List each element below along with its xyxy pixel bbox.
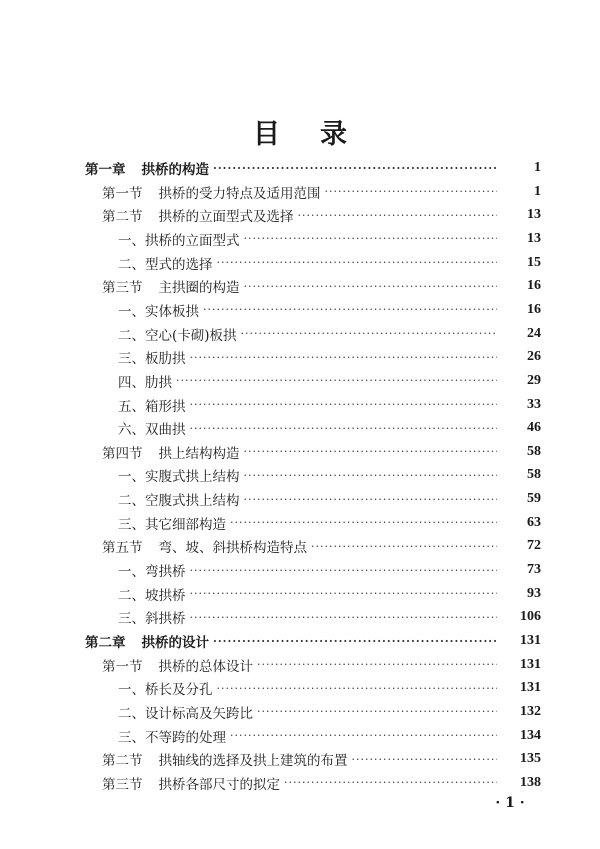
toc-entry-number: 第一节 bbox=[102, 658, 143, 675]
toc-entry[interactable] bbox=[102, 275, 541, 297]
toc-entry[interactable] bbox=[118, 488, 541, 510]
dot-leader bbox=[230, 729, 497, 742]
toc-entry-page: 58 bbox=[527, 443, 541, 459]
toc-entry-title: 三、斜拱桥 bbox=[118, 611, 186, 628]
toc-entry-label bbox=[118, 465, 240, 485]
toc-entry-page: 131 bbox=[520, 656, 541, 672]
toc-entry-label bbox=[118, 489, 240, 509]
toc-entry[interactable] bbox=[102, 441, 541, 463]
toc-entry-title: 弯、坡、斜拱桥构造特点 bbox=[158, 540, 307, 557]
toc-entry-title: 二、空腹式拱上结构 bbox=[118, 493, 240, 510]
toc-entry-label bbox=[118, 513, 226, 533]
toc-entry[interactable] bbox=[85, 157, 541, 179]
toc-entry-number: 第四节 bbox=[102, 445, 143, 462]
toc-entry-page: 135 bbox=[520, 751, 541, 767]
toc-entry[interactable] bbox=[118, 701, 541, 723]
toc-entry-title: 四、肋拱 bbox=[118, 374, 172, 391]
toc-entry-title: 拱桥的构造 bbox=[141, 162, 209, 178]
dot-leader bbox=[217, 256, 498, 269]
toc-entry-number: 第二节 bbox=[102, 209, 143, 226]
dot-leader bbox=[244, 232, 498, 245]
toc-entry[interactable] bbox=[85, 630, 541, 652]
toc-entry[interactable] bbox=[102, 204, 541, 226]
toc-entry-label bbox=[85, 158, 209, 178]
toc-entry[interactable] bbox=[118, 464, 541, 486]
toc-entry[interactable] bbox=[102, 748, 541, 770]
toc-entry-title: 一、弯拱桥 bbox=[118, 564, 186, 581]
toc-entry-label bbox=[118, 678, 213, 698]
toc-entry-title: 二、坡拱桥 bbox=[118, 587, 186, 604]
toc-entry-label bbox=[118, 607, 186, 627]
toc-entry-page: 72 bbox=[527, 538, 541, 554]
toc-entry-title: 二、型式的选择 bbox=[118, 256, 213, 273]
dot-leader bbox=[217, 682, 498, 695]
toc-entry-page: 1 bbox=[534, 183, 541, 199]
dot-leader bbox=[230, 516, 497, 529]
dot-leader bbox=[257, 705, 497, 718]
dot-leader bbox=[190, 611, 498, 624]
toc-entry[interactable] bbox=[118, 606, 541, 628]
dot-leader bbox=[190, 351, 498, 364]
dot-leader bbox=[352, 753, 498, 766]
toc-entry-label bbox=[102, 182, 321, 202]
dot-leader bbox=[244, 469, 498, 482]
toc-entry-number: 第五节 bbox=[102, 540, 143, 557]
toc-entry-page: 106 bbox=[520, 609, 541, 625]
toc-entry-title: 三、不等跨的处理 bbox=[118, 729, 226, 746]
toc-entry[interactable] bbox=[102, 654, 541, 676]
toc-entry[interactable] bbox=[118, 583, 541, 605]
toc-entry-page: 33 bbox=[527, 396, 541, 412]
toc-entry-label bbox=[118, 371, 172, 391]
toc-entry-page: 93 bbox=[527, 585, 541, 601]
toc-entry-title: 拱桥的立面型式及选择 bbox=[158, 209, 294, 226]
toc-entry-number: 第二章 bbox=[85, 635, 126, 651]
toc-entry[interactable] bbox=[118, 394, 541, 416]
toc-entry-label bbox=[118, 726, 226, 746]
toc-entry-page: 131 bbox=[520, 680, 541, 696]
toc-entry[interactable] bbox=[118, 370, 541, 392]
toc-entry-number: 第三节 bbox=[102, 280, 143, 297]
toc-entry[interactable] bbox=[118, 252, 541, 274]
toc-entry-label bbox=[118, 418, 186, 438]
toc-entry-title: 二、设计标高及矢跨比 bbox=[118, 705, 253, 722]
toc-entry-page: 16 bbox=[527, 301, 541, 317]
dot-leader bbox=[190, 422, 498, 435]
page-title: 目录 bbox=[253, 119, 387, 150]
dot-leader bbox=[257, 658, 497, 671]
toc-entry-page: 134 bbox=[520, 727, 541, 743]
toc-entry[interactable] bbox=[118, 677, 541, 699]
toc-entry-title: 三、板肋拱 bbox=[118, 351, 186, 368]
toc-entry-title: 拱轴线的选择及拱上建筑的布置 bbox=[158, 753, 348, 770]
toc-entry-label bbox=[118, 560, 186, 580]
toc-entry-title: 一、拱桥的立面型式 bbox=[118, 232, 240, 249]
toc-entry-label bbox=[102, 276, 240, 296]
toc-entry-page: 24 bbox=[527, 325, 541, 341]
toc-entry-page: 1 bbox=[534, 160, 541, 175]
toc-entry-label bbox=[118, 347, 186, 367]
toc-entry-label bbox=[118, 584, 186, 604]
toc-entry[interactable] bbox=[102, 535, 541, 557]
toc-entry-page: 131 bbox=[520, 633, 541, 648]
toc-entry-title: 三、其它细部构造 bbox=[118, 516, 226, 533]
dot-leader bbox=[203, 303, 497, 316]
toc-entry-title: 主拱圈的构造 bbox=[158, 280, 240, 297]
toc-entry[interactable] bbox=[118, 417, 541, 439]
toc-entry-page: 16 bbox=[527, 278, 541, 294]
dot-leader bbox=[325, 185, 498, 198]
dot-leader bbox=[213, 635, 497, 648]
page-number: · 1 · bbox=[495, 795, 525, 811]
toc-entry-label bbox=[118, 253, 213, 273]
toc-entry-title: 一、实腹式拱上结构 bbox=[118, 469, 240, 486]
toc-entry-label bbox=[102, 442, 240, 462]
toc-entry-number: 第二节 bbox=[102, 753, 143, 770]
toc-entry-label bbox=[102, 536, 307, 556]
toc-entry-page: 13 bbox=[527, 230, 541, 246]
toc-entry[interactable] bbox=[118, 559, 541, 581]
dot-leader bbox=[298, 209, 498, 222]
dot-leader bbox=[241, 327, 497, 340]
toc-entry-label bbox=[118, 300, 199, 320]
toc-entry-page: 132 bbox=[520, 703, 541, 719]
toc-entry-label bbox=[102, 655, 253, 675]
dot-leader bbox=[284, 776, 497, 789]
toc-entry-title: 二、空心(卡砌)板拱 bbox=[118, 327, 237, 344]
toc-entry-page: 73 bbox=[527, 562, 541, 578]
dot-leader bbox=[190, 398, 498, 411]
toc-entry-title: 拱桥的总体设计 bbox=[158, 658, 253, 675]
toc-entry-page: 63 bbox=[527, 514, 541, 530]
toc-entry[interactable] bbox=[118, 299, 541, 321]
toc-entry[interactable] bbox=[102, 772, 541, 794]
toc-entry[interactable] bbox=[118, 228, 541, 250]
toc-entry-page: 58 bbox=[527, 467, 541, 483]
toc-entry-label bbox=[102, 749, 348, 769]
toc-entry-page: 46 bbox=[527, 420, 541, 436]
dot-leader bbox=[244, 493, 498, 506]
toc-entry-page: 59 bbox=[527, 491, 541, 507]
toc-entry[interactable] bbox=[102, 181, 541, 203]
dot-leader bbox=[311, 540, 497, 553]
toc-entry-label bbox=[118, 229, 240, 249]
toc-entry[interactable] bbox=[118, 323, 541, 345]
toc-entry-label bbox=[118, 702, 253, 722]
toc-entry-title: 拱上结构构造 bbox=[158, 445, 240, 462]
toc-entry[interactable] bbox=[118, 725, 541, 747]
toc-entry-page: 15 bbox=[527, 254, 541, 270]
toc-entry-title: 拱桥各部尺寸的拟定 bbox=[158, 776, 280, 793]
toc-entry-title: 六、双曲拱 bbox=[118, 422, 186, 439]
toc-entry-label bbox=[102, 773, 280, 793]
toc-entry-number: 第三节 bbox=[102, 776, 143, 793]
toc-entry-title: 拱桥的设计 bbox=[141, 635, 209, 651]
toc-entry-number: 第一章 bbox=[85, 162, 126, 178]
toc-entry-label bbox=[118, 324, 237, 344]
toc-entry-label bbox=[102, 205, 294, 225]
dot-leader bbox=[213, 162, 497, 175]
dot-leader bbox=[176, 374, 497, 387]
dot-leader bbox=[244, 445, 498, 458]
toc-entry-title: 拱桥的受力特点及适用范围 bbox=[158, 185, 321, 202]
dot-leader bbox=[190, 587, 498, 600]
toc-entry[interactable] bbox=[118, 512, 541, 534]
dot-leader bbox=[190, 564, 498, 577]
toc-entry-title: 一、桥长及分孔 bbox=[118, 682, 213, 699]
toc-entry[interactable] bbox=[118, 346, 541, 368]
toc-entry-label bbox=[85, 631, 209, 651]
toc-entry-title: 一、实体板拱 bbox=[118, 303, 199, 320]
toc-entry-title: 五、箱形拱 bbox=[118, 398, 186, 415]
toc-entry-page: 138 bbox=[520, 774, 541, 790]
toc-entry-number: 第一节 bbox=[102, 185, 143, 202]
dot-leader bbox=[244, 280, 498, 293]
toc-entry-page: 13 bbox=[527, 207, 541, 223]
toc-entry-page: 26 bbox=[527, 349, 541, 365]
toc-entry-page: 29 bbox=[527, 372, 541, 388]
toc-entry-label bbox=[118, 395, 186, 415]
